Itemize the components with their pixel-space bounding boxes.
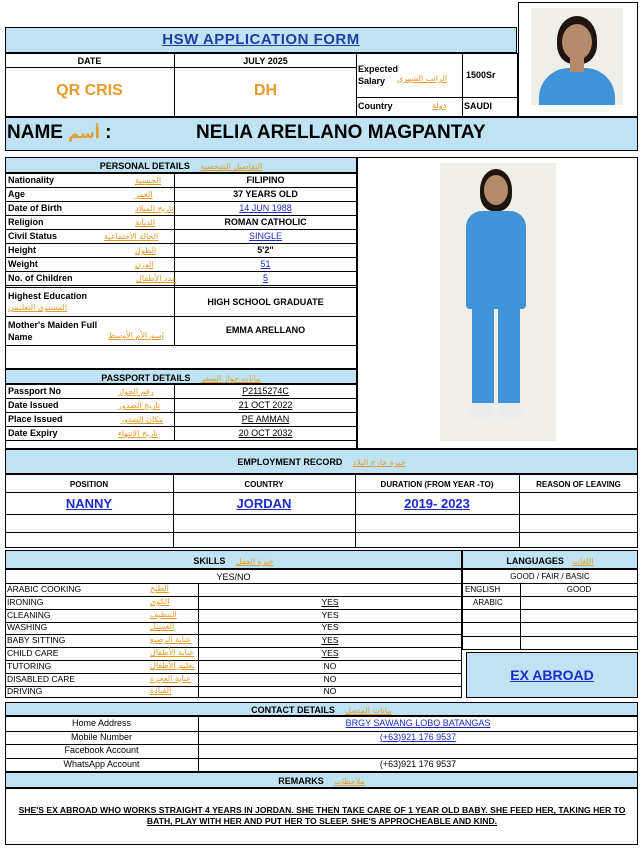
personal-label-ar: الحالة الاجتماعية: [104, 232, 159, 241]
skill-label-ar: عناية الأطفال: [150, 648, 195, 657]
personal-label: Nationality: [8, 175, 55, 185]
personal-label-ar: الجنسية: [135, 176, 162, 185]
profile-photo: [531, 8, 623, 105]
personal-value: SINGLE: [248, 231, 282, 241]
personal-value: 5'2": [257, 245, 274, 255]
skill-value: NO: [323, 686, 337, 697]
skill-label: DISABLED CARE: [7, 673, 76, 684]
skill-label: WASHING: [7, 622, 48, 633]
contact-value: (+63)921 176 9537: [379, 731, 457, 742]
passport-label-ar: مكان الصدور: [120, 415, 164, 424]
skill-label: TUTORING: [7, 660, 52, 671]
emp-position: NANNY: [65, 496, 113, 511]
personal-label-ar: تاريخ الميلاد: [135, 204, 174, 213]
skill-label-ar: عناية العجزة: [150, 673, 191, 683]
skill-value: YES: [321, 609, 339, 620]
passport-value: P2115274C: [242, 386, 289, 396]
lang-english-level: GOOD: [566, 585, 592, 594]
personal-label: Date of Birth: [8, 203, 62, 213]
contact-value: BRGY SAWANG LOBO BATANGAS: [345, 718, 491, 728]
mother-ar: إسم الأم الأوسط: [108, 331, 165, 340]
personal-value: 5: [262, 273, 268, 283]
mother-value: EMMA ARELLANO: [225, 325, 306, 335]
education-label: Highest Education: [8, 291, 88, 301]
salary-ar: الراتب الشهري: [397, 74, 448, 83]
salary-label: Expected Salary: [358, 64, 399, 86]
languages-heading: LANGUAGES اللغات: [462, 550, 638, 569]
skill-label-ar: الطبخ: [150, 584, 169, 593]
mother-label: Mother's Maiden Full Name: [8, 320, 98, 342]
employment-heading: EMPLOYMENT RECORD خبرة خارج البلاد: [5, 449, 638, 474]
emp-header-position: POSITION: [69, 480, 109, 489]
date-label: DATE: [77, 56, 102, 66]
skill-value: NO: [323, 673, 337, 684]
name-label: NAME: [7, 122, 63, 143]
salary-value: 1500Sr: [466, 70, 496, 80]
languages-scale: GOOD / FAIR / BASIC: [510, 572, 590, 581]
lang-english: ENGLISH: [465, 585, 501, 594]
skill-label-ar: الكوي: [150, 596, 170, 606]
passport-value: 21 OCT 2022: [238, 400, 293, 410]
passport-label: Date Expiry: [8, 428, 58, 438]
skill-label: DRIVING: [7, 686, 43, 697]
personal-label-ar: العمر: [135, 190, 153, 199]
emp-duration: 2019- 2023: [404, 496, 470, 511]
skill-value: YES: [321, 635, 339, 646]
skill-label-ar: التنظيف: [150, 609, 177, 619]
personal-value: 51: [260, 259, 271, 269]
education-value: HIGH SCHOOL GRADUATE: [207, 297, 324, 307]
lang-arabic: ARABIC: [473, 598, 503, 607]
skill-label-ar: تعليم الأطفال: [150, 660, 195, 670]
personal-label: Weight: [8, 259, 38, 269]
agency-right: DH: [253, 82, 278, 99]
contact-value: (+63)921 176 9537: [379, 758, 457, 769]
personal-heading: PERSONAL DETAILS التفاصيل الشخصية: [5, 157, 357, 173]
emp-country: JORDAN: [236, 496, 292, 511]
passport-label-ar: رقم الجواز: [118, 387, 154, 396]
skill-label-ar: الغسيل: [150, 622, 175, 632]
name-colon: :: [105, 122, 112, 143]
name-ar: أسم: [68, 124, 100, 142]
skills-heading: SKILLS خبرة العمل: [5, 550, 462, 569]
skill-value: NO: [323, 660, 337, 671]
passport-label: Date Issued: [8, 400, 59, 410]
remarks-heading: REMARKS ملاحظات: [5, 772, 638, 788]
skill-label: ARABIC COOKING: [7, 584, 82, 594]
form-title-bar: [5, 27, 517, 53]
skill-label: CHILD CARE: [7, 648, 59, 658]
form-title: HSW APPLICATION FORM: [162, 31, 360, 48]
passport-label-ar: تاريخ الصدور: [118, 401, 160, 410]
ex-abroad-box: [466, 652, 638, 698]
applicant-name: NELIA ARELLANO MAGPANTAY: [196, 122, 486, 143]
personal-value: ROMAN CATHOLIC: [224, 217, 307, 227]
emp-header-country: COUNTRY: [244, 480, 284, 489]
country-label: Country: [358, 101, 393, 111]
passport-value: PE AMMAN: [241, 414, 290, 424]
country-ar: دولة: [432, 101, 447, 110]
skill-label-ar: القيادة: [150, 686, 172, 696]
skill-value: YES: [321, 622, 339, 633]
personal-value: FILIPINO: [246, 175, 285, 185]
skill-label: CLEANING: [7, 609, 51, 620]
skill-value: YES: [321, 596, 339, 607]
contact-label: Home Address: [71, 718, 132, 728]
ex-abroad-label: EX ABROAD: [510, 667, 594, 683]
personal-label-ar: الديانة: [135, 218, 156, 227]
passport-label: Passport No: [8, 386, 62, 396]
contact-label: Mobile Number: [70, 731, 133, 742]
passport-label-ar: تاريخ الانتهاء: [118, 429, 158, 438]
personal-value: 37 YEARS OLD: [233, 189, 298, 199]
contact-label: WhatsApp Account: [63, 758, 140, 769]
remarks-text: SHE'S EX ABROAD WHO WORKS STRAIGHT 4 YEARS IN JORDAN. SHE THEN TAKE CARE OF 1 YEAR OLD BABY. SHE FEED HER, TAKING HER TO BATH, PLAY WITH HER AND PUT HER TO SLEEP. SHE'S APPROCHEABLE AND KIND.: [18, 805, 626, 826]
emp-header-duration: DURATION (FROM YEAR -TO): [380, 480, 494, 489]
personal-label-ar: الطول: [135, 246, 157, 255]
contact-heading: CONTACT DETAILS بيانات المتصل: [5, 702, 638, 716]
agency-left: QR CRIS: [56, 82, 123, 99]
skill-value: YES: [321, 648, 339, 658]
full-body-photo: [440, 163, 556, 441]
personal-label: Religion: [8, 217, 44, 227]
passport-label: Place Issued: [8, 414, 63, 424]
passport-heading: PASSPORT DETAILS بيانات جواز السفر: [5, 369, 357, 384]
yes-no-label: YES/NO: [216, 572, 251, 582]
emp-header-reason: REASON OF LEAVING: [536, 480, 621, 489]
skill-label-ar: عناية الرضيع: [150, 635, 192, 645]
personal-label: Civil Status: [8, 231, 58, 241]
personal-label: Height: [8, 245, 36, 255]
passport-value: 20 OCT 2032: [238, 428, 293, 438]
personal-label: Age: [8, 189, 26, 199]
skill-label: BABY SITTING: [7, 635, 66, 646]
skill-label: IRONING: [7, 596, 44, 607]
name-label-group: [7, 122, 112, 144]
personal-label: No. of Children: [8, 273, 73, 283]
education-ar: المستوى التعليمي: [8, 303, 68, 312]
personal-label-ar: عدد الأطفال: [136, 274, 177, 283]
contact-label: Facebook Account: [64, 745, 139, 755]
personal-label-ar: الوزن: [135, 260, 154, 269]
personal-value: 14 JUN 1988: [239, 203, 292, 213]
country-value: SAUDI: [464, 101, 493, 111]
date-value: JULY 2025: [243, 56, 288, 66]
